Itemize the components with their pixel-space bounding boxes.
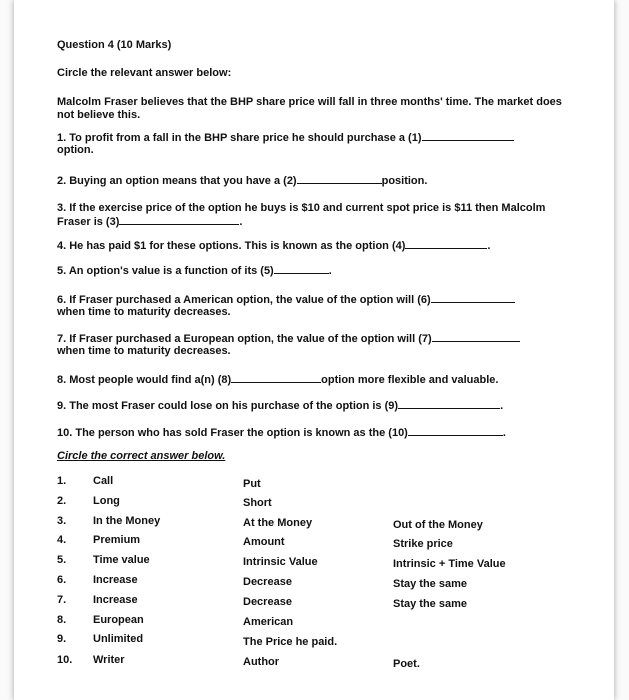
instruction-text: Circle the relevant answer below: [57,67,232,79]
question-7 [57,332,520,346]
answer-option-intrinsic-plus-time[interactable]: Intrinsic + Time Value [393,558,506,570]
answer-blank-1[interactable] [422,131,514,141]
answer-option-amount[interactable]: Amount [243,536,285,548]
answer-option-price-paid[interactable]: The Price he paid. [243,636,338,648]
question-3 [57,202,572,229]
answers-heading: Circle the correct answer below. [57,450,226,462]
question-5-text: 5. An option's value is a function of its (5) [57,265,274,277]
intro-paragraph: Malcolm Fraser believes that the BHP share price will fall in three months' time. The market does not believe this. [57,96,562,121]
question-3-cont: . [239,216,243,228]
answer-blank-2[interactable] [297,174,382,184]
document-page [14,0,614,700]
question-5-cont: . [328,265,332,277]
answer-blank-5[interactable] [274,264,329,274]
question-10-cont: . [502,427,506,439]
question-6 [57,293,515,307]
answer-blank-9[interactable] [398,399,500,409]
answer-option-european[interactable]: European [93,614,144,626]
question-heading: Question 4 (10 Marks) [57,39,172,51]
answer-blank-8[interactable] [231,373,321,383]
answer-option-strike-price[interactable]: Strike price [393,538,453,550]
question-9-text: 9. The most Fraser could lose on his purchase of the option is (9) [57,400,399,412]
answer-option-at-the-money[interactable]: At the Money [243,517,313,529]
answer-number: 5. [57,554,67,566]
answer-blank-3[interactable] [119,215,239,225]
answer-option-intrinsic-value[interactable]: Intrinsic Value [243,556,318,568]
answer-option-increase[interactable]: Increase [93,594,138,606]
answer-option-unlimited[interactable]: Unlimited [93,633,144,645]
question-6-cont: when time to maturity decreases. [57,306,231,318]
answer-option-decrease[interactable]: Decrease [243,596,292,608]
answer-option-premium[interactable]: Premium [93,534,141,546]
answer-number: 8. [57,614,67,626]
question-8 [57,373,498,387]
answer-option-poet[interactable]: Poet. [393,658,420,670]
answer-number: 3. [57,515,67,527]
question-1-text: 1. To profit from a fall in the BHP share price he should purchase a (1) [57,132,422,144]
question-1-cont: option. [57,144,94,156]
question-1 [57,131,514,145]
question-2-cont: position. [381,175,428,187]
question-2 [57,174,427,188]
answer-number: 2. [57,495,67,507]
answer-option-short[interactable]: Short [243,497,272,509]
answer-number: 4. [57,534,67,546]
answer-option-decrease[interactable]: Decrease [243,576,292,588]
answer-option-out-of-the-money[interactable]: Out of the Money [393,519,483,531]
question-7-cont: when time to maturity decreases. [57,345,231,357]
question-4 [57,239,490,253]
question-6-text: 6. If Fraser purchased a American option, the value of the option will (6) [57,294,431,306]
question-4-cont: . [487,240,491,252]
question-10 [57,426,506,440]
question-4-text: 4. He has paid $1 for these options. This is known as the option (4) [57,240,406,252]
question-3-text: 3. If the exercise price of the option he buys is $10 and current spot price is $11 then Malcolm Fraser is (3) [57,202,546,228]
question-2-text: 2. Buying an option means that you have a (2) [57,175,297,187]
answer-option-increase[interactable]: Increase [93,574,138,586]
answer-number: 6. [57,574,67,586]
answer-option-stay-the-same[interactable]: Stay the same [393,578,467,590]
answer-blank-10[interactable] [408,426,503,436]
answer-number: 1. [57,475,67,487]
question-8-cont: option more flexible and valuable. [321,374,499,386]
question-7-text: 7. If Fraser purchased a European option, the value of the option will (7) [57,333,432,345]
answer-number: 9. [57,633,67,645]
answer-blank-4[interactable] [405,239,487,249]
answer-option-call[interactable]: Call [93,475,114,487]
answer-option-long[interactable]: Long [93,495,120,507]
answer-option-stay-the-same[interactable]: Stay the same [393,598,467,610]
question-10-text: 10. The person who has sold Fraser the option is known as the (10) [57,427,408,439]
answer-option-author[interactable]: Author [243,656,280,668]
question-5 [57,264,332,278]
question-9 [57,399,503,413]
answer-option-writer[interactable]: Writer [93,654,125,666]
answer-blank-6[interactable] [431,293,515,303]
answer-blank-7[interactable] [432,332,520,342]
question-8-text: 8. Most people would find a(n) (8) [57,374,232,386]
answer-option-put[interactable]: Put [243,478,261,490]
answer-number: 10. [57,654,73,666]
answer-option-in-the-money[interactable]: In the Money [93,515,161,527]
answer-option-time-value[interactable]: Time value [93,554,150,566]
question-9-cont: . [500,400,504,412]
answer-option-american[interactable]: American [243,616,294,628]
answer-number: 7. [57,594,67,606]
